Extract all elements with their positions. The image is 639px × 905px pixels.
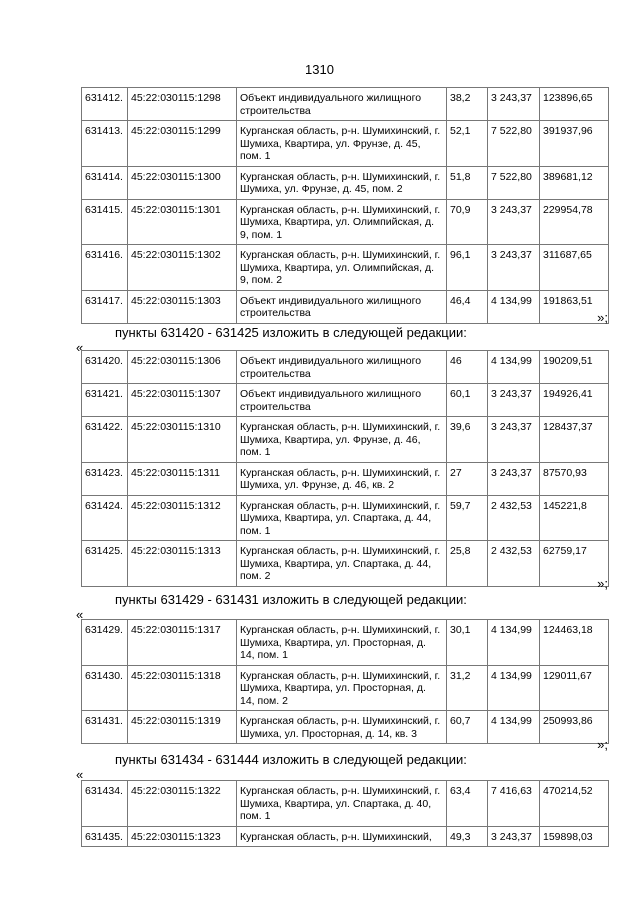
value-cell: 159898,03: [540, 826, 609, 847]
cadastral-number-cell: 45:22:030115:1307: [128, 384, 237, 417]
row-number-cell: 631424.: [82, 495, 128, 541]
rate-cell: 3 243,37: [488, 826, 540, 847]
table-row: [82, 665, 609, 711]
area-cell: 27: [447, 462, 488, 495]
table-row: [82, 88, 609, 121]
closing-quote-mark: »;: [597, 576, 608, 591]
row-number-cell: 631420.: [82, 351, 128, 384]
value-cell: 123896,65: [540, 88, 609, 121]
value-cell: 391937,96: [540, 121, 609, 167]
page-number: 1310: [305, 62, 334, 77]
cadastral-number-cell: 45:22:030115:1300: [128, 166, 237, 199]
rate-cell: 4 134,99: [488, 711, 540, 744]
table-row: [82, 199, 609, 245]
area-cell: 52,1: [447, 121, 488, 167]
rate-cell: 4 134,99: [488, 351, 540, 384]
cadastral-number-cell: 45:22:030115:1312: [128, 495, 237, 541]
table-row: [82, 711, 609, 744]
amendment-instruction: пункты 631420 - 631425 изложить в следующей редакции:: [115, 325, 467, 340]
row-number-cell: 631412.: [82, 88, 128, 121]
closing-quote-mark: »;: [597, 310, 608, 325]
row-number-cell: 631422.: [82, 417, 128, 463]
value-cell: 145221,8: [540, 495, 609, 541]
cadastral-number-cell: 45:22:030115:1306: [128, 351, 237, 384]
area-cell: 60,1: [447, 384, 488, 417]
row-number-cell: 631423.: [82, 462, 128, 495]
row-number-cell: 631415.: [82, 199, 128, 245]
description-cell: Курганская область, р-н. Шумихинский, г. Шумиха, Квартира, ул. Спартака, д. 44, пом. 2: [237, 541, 447, 587]
cadastral-number-cell: 45:22:030115:1299: [128, 121, 237, 167]
description-cell: Курганская область, р-н. Шумихинский, г. Шумиха, ул. Фрунзе, д. 45, пом. 2: [237, 166, 447, 199]
area-cell: 70,9: [447, 199, 488, 245]
opening-quote-mark: «: [76, 607, 84, 622]
table-body: [82, 620, 609, 744]
opening-quote-mark: «: [76, 340, 84, 355]
area-cell: 38,2: [447, 88, 488, 121]
rate-cell: 3 243,37: [488, 417, 540, 463]
table-row: [82, 290, 609, 323]
row-number-cell: 631413.: [82, 121, 128, 167]
table-body: [82, 88, 609, 324]
description-cell: Курганская область, р-н. Шумихинский, г. Шумиха, Квартира, ул. Спартака, д. 40, пом. 1: [237, 781, 447, 827]
rate-cell: 3 243,37: [488, 384, 540, 417]
value-cell: 389681,12: [540, 166, 609, 199]
table-row: [82, 541, 609, 587]
description-cell: Курганская область, р-н. Шумихинский, г. Шумиха, Квартира, ул. Фрунзе, д. 45, пом. 1: [237, 121, 447, 167]
cadastral-number-cell: 45:22:030115:1302: [128, 245, 237, 291]
table-row: [82, 166, 609, 199]
amendment-instruction: пункты 631434 - 631444 изложить в следующей редакции:: [115, 752, 467, 767]
area-cell: 96,1: [447, 245, 488, 291]
area-cell: 49,3: [447, 826, 488, 847]
opening-quote-mark: «: [76, 767, 84, 782]
area-cell: 39,6: [447, 417, 488, 463]
rate-cell: 4 134,99: [488, 665, 540, 711]
value-cell: 129011,67: [540, 665, 609, 711]
description-cell: Курганская область, р-н. Шумихинский, г. Шумиха, Квартира, ул. Просторная, д. 14, пом. 1: [237, 620, 447, 666]
cadastral-number-cell: 45:22:030115:1301: [128, 199, 237, 245]
description-cell: Курганская область, р-н. Шумихинский,: [237, 826, 447, 847]
value-cell: 87570,93: [540, 462, 609, 495]
table-row: [82, 495, 609, 541]
table-row: [82, 417, 609, 463]
rate-cell: 7 522,80: [488, 121, 540, 167]
cadastral-number-cell: 45:22:030115:1298: [128, 88, 237, 121]
rate-cell: 3 243,37: [488, 199, 540, 245]
rate-cell: 2 432,53: [488, 541, 540, 587]
table-row: [82, 384, 609, 417]
table-body: [82, 781, 609, 847]
rate-cell: 3 243,37: [488, 462, 540, 495]
row-number-cell: 631429.: [82, 620, 128, 666]
description-cell: Курганская область, р-н. Шумихинский, г. Шумиха, ул. Просторная, д. 14, кв. 3: [237, 711, 447, 744]
description-cell: Курганская область, р-н. Шумихинский, г. Шумиха, Квартира, ул. Фрунзе, д. 46, пом. 1: [237, 417, 447, 463]
row-number-cell: 631434.: [82, 781, 128, 827]
description-cell: Объект индивидуального жилищного строительства: [237, 384, 447, 417]
cadastral-number-cell: 45:22:030115:1322: [128, 781, 237, 827]
table-row: [82, 781, 609, 827]
row-number-cell: 631417.: [82, 290, 128, 323]
value-cell: 470214,52: [540, 781, 609, 827]
row-number-cell: 631435.: [82, 826, 128, 847]
cadastral-number-cell: 45:22:030115:1313: [128, 541, 237, 587]
value-cell: 311687,65: [540, 245, 609, 291]
amendment-instruction: пункты 631429 - 631431 изложить в следующей редакции:: [115, 592, 467, 607]
rate-cell: 4 134,99: [488, 620, 540, 666]
value-cell: 191863,51: [540, 290, 609, 323]
property-table-4: [81, 780, 608, 847]
row-number-cell: 631430.: [82, 665, 128, 711]
value-cell: 128437,37: [540, 417, 609, 463]
property-table-3: [81, 619, 608, 744]
area-cell: 30,1: [447, 620, 488, 666]
description-cell: Курганская область, р-н. Шумихинский, г. Шумиха, Квартира, ул. Олимпийская, д. 9, пом. 2: [237, 245, 447, 291]
value-cell: 194926,41: [540, 384, 609, 417]
table-row: [82, 245, 609, 291]
cadastral-number-cell: 45:22:030115:1318: [128, 665, 237, 711]
cadastral-number-cell: 45:22:030115:1319: [128, 711, 237, 744]
table-row: [82, 121, 609, 167]
table-row: [82, 462, 609, 495]
row-number-cell: 631425.: [82, 541, 128, 587]
table-row: [82, 620, 609, 666]
table-body: [82, 351, 609, 587]
area-cell: 63,4: [447, 781, 488, 827]
description-cell: Объект индивидуального жилищного строительства: [237, 351, 447, 384]
description-cell: Объект индивидуального жилищного строительства: [237, 88, 447, 121]
cadastral-number-cell: 45:22:030115:1311: [128, 462, 237, 495]
description-cell: Курганская область, р-н. Шумихинский, г. Шумиха, Квартира, ул. Просторная, д. 14, пом. 2: [237, 665, 447, 711]
row-number-cell: 631421.: [82, 384, 128, 417]
value-cell: 124463,18: [540, 620, 609, 666]
cadastral-number-cell: 45:22:030115:1317: [128, 620, 237, 666]
closing-quote-mark: »;: [597, 737, 608, 752]
cadastral-number-cell: 45:22:030115:1303: [128, 290, 237, 323]
description-cell: Курганская область, р-н. Шумихинский, г. Шумиха, Квартира, ул. Спартака, д. 44, пом. 1: [237, 495, 447, 541]
table-row: [82, 826, 609, 847]
property-table-1: [81, 87, 608, 324]
cadastral-number-cell: 45:22:030115:1310: [128, 417, 237, 463]
row-number-cell: 631431.: [82, 711, 128, 744]
description-cell: Объект индивидуального жилищного строительства: [237, 290, 447, 323]
rate-cell: 2 432,53: [488, 495, 540, 541]
value-cell: 190209,51: [540, 351, 609, 384]
description-cell: Курганская область, р-н. Шумихинский, г. Шумиха, Квартира, ул. Олимпийская, д. 9, пом. 1: [237, 199, 447, 245]
value-cell: 62759,17: [540, 541, 609, 587]
property-table-2: [81, 350, 608, 587]
rate-cell: 4 134,99: [488, 290, 540, 323]
area-cell: 31,2: [447, 665, 488, 711]
value-cell: 229954,78: [540, 199, 609, 245]
cadastral-number-cell: 45:22:030115:1323: [128, 826, 237, 847]
rate-cell: 7 416,63: [488, 781, 540, 827]
area-cell: 60,7: [447, 711, 488, 744]
table-row: [82, 351, 609, 384]
area-cell: 25,8: [447, 541, 488, 587]
rate-cell: 7 522,80: [488, 166, 540, 199]
row-number-cell: 631416.: [82, 245, 128, 291]
area-cell: 46,4: [447, 290, 488, 323]
area-cell: 59,7: [447, 495, 488, 541]
rate-cell: 3 243,37: [488, 245, 540, 291]
rate-cell: 3 243,37: [488, 88, 540, 121]
area-cell: 46: [447, 351, 488, 384]
value-cell: 250993,86: [540, 711, 609, 744]
area-cell: 51,8: [447, 166, 488, 199]
description-cell: Курганская область, р-н. Шумихинский, г. Шумиха, ул. Фрунзе, д. 46, кв. 2: [237, 462, 447, 495]
row-number-cell: 631414.: [82, 166, 128, 199]
